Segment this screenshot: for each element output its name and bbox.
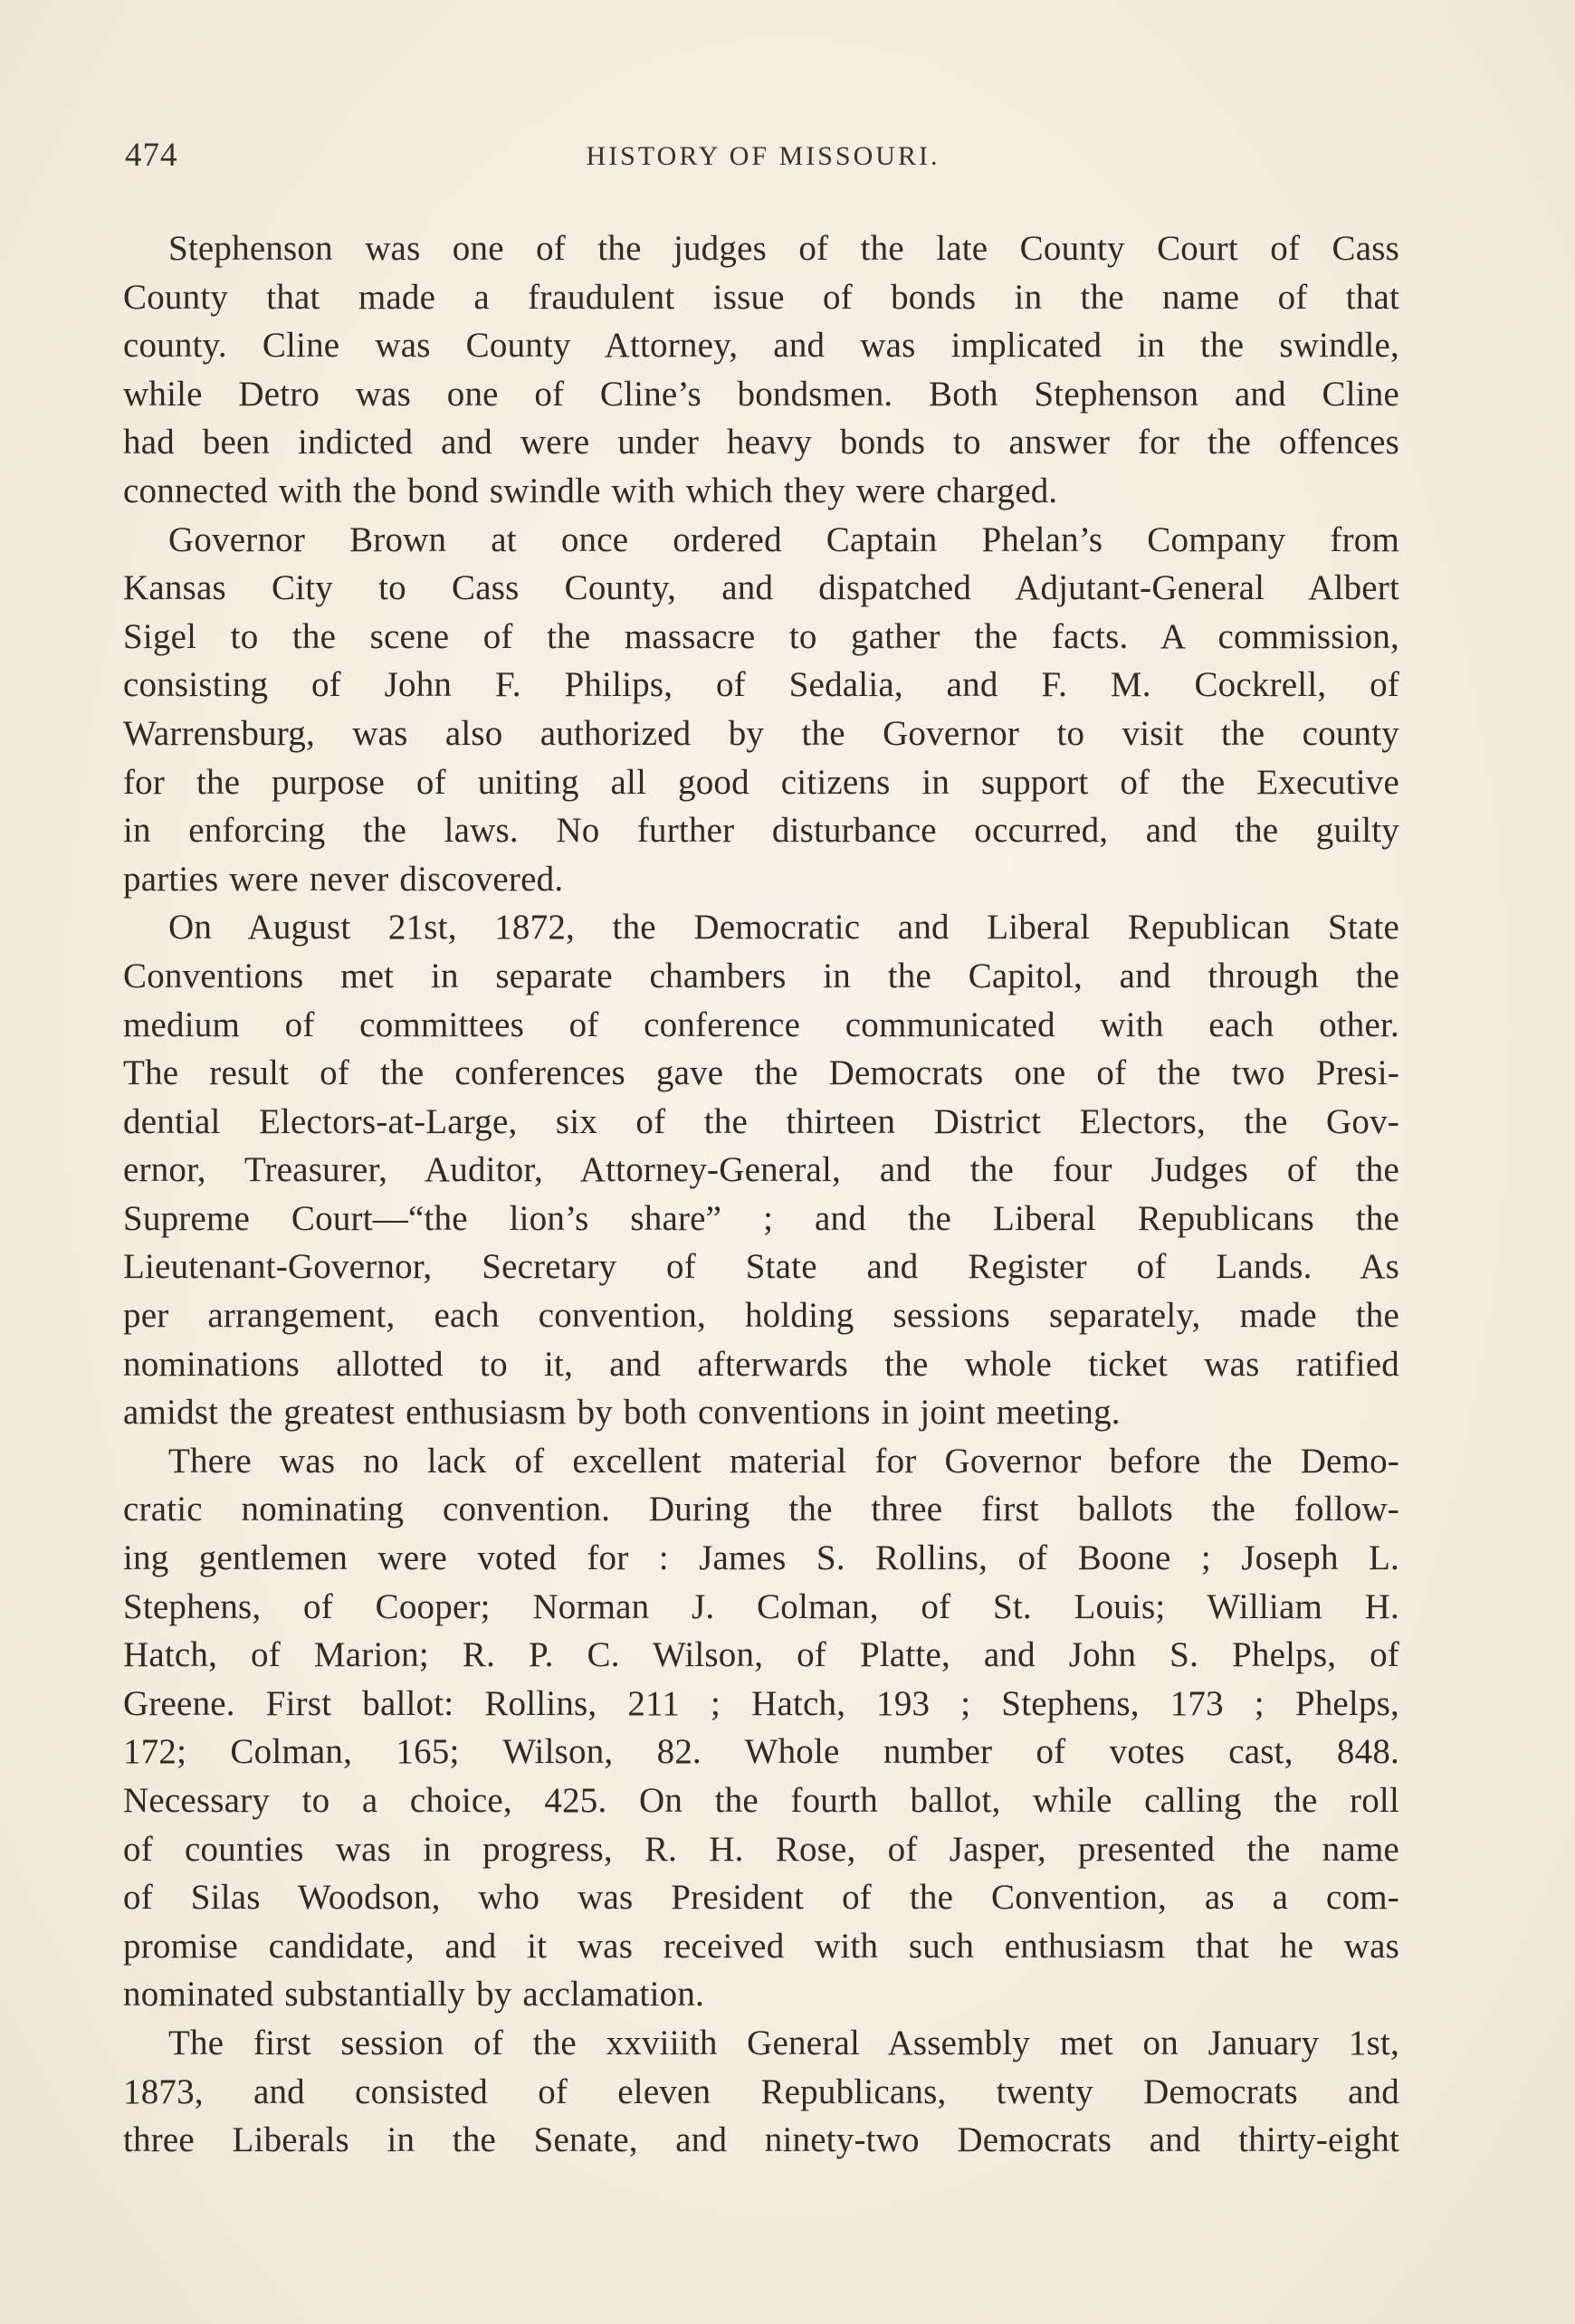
- text-line: 1873, and consisted of eleven Republicans, twenty Democrats and: [123, 2072, 1399, 2111]
- running-head: HISTORY OF MISSOURI.: [586, 141, 940, 171]
- text-line: had been indicted and were under heavy bonds to answer for the offences: [123, 423, 1399, 462]
- text-line: Stephenson was one of the judges of the late County Court of Cass: [168, 229, 1399, 268]
- text-line: per arrangement, each convention, holding sessions separately, made the: [123, 1296, 1399, 1336]
- text-line: Hatch, of Marion; R. P. C. Wilson, of Platte, and John S. Phelps, of: [123, 1635, 1399, 1675]
- text-line: county. Cline was County Attorney, and was implicated in the swindle,: [123, 326, 1399, 366]
- paragraph-stephenson: [123, 224, 1399, 516]
- text-line: The result of the conferences gave the Democrats one of the two Presi-: [123, 1053, 1399, 1093]
- text-line: promise candidate, and it was received with such enthusiasm that he was: [123, 1926, 1399, 1966]
- text-line: Conventions met in separate chambers in the Capitol, and through the: [123, 956, 1399, 995]
- paragraph-august-conventions: [123, 903, 1399, 1437]
- text-line: connected with the bond swindle with which they were charged.: [123, 471, 1058, 510]
- text-line: three Liberals in the Senate, and ninety-two Democrats and thirty-eight: [123, 2120, 1399, 2160]
- text-line: nominations allotted to it, and afterwards the whole ticket was ratified: [123, 1344, 1399, 1384]
- text-line: Lieutenant-Governor, Secretary of State and Register of Lands. As: [123, 1247, 1399, 1287]
- text-line: The first session of the xxviiith General Assembly met on January 1st,: [168, 2023, 1399, 2062]
- text-line: for the purpose of uniting all good citizens in support of the Executive: [123, 762, 1399, 802]
- text-line: Sigel to the scene of the massacre to gather the facts. A commission,: [123, 616, 1399, 656]
- paragraph-governor-brown: [123, 516, 1399, 904]
- text-line: ing gentlemen were voted for : James S. Rollins, of Boone ; Joseph L.: [123, 1538, 1399, 1578]
- text-line: Greene. First ballot: Rollins, 211 ; Hatch, 193 ; Stephens, 173 ; Phelps,: [123, 1683, 1399, 1723]
- text-line: 172; Colman, 165; Wilson, 82. Whole number of votes cast, 848.: [123, 1732, 1399, 1772]
- text-line: consisting of John F. Philips, of Sedalia, and F. M. Cockrell, of: [123, 665, 1399, 705]
- text-line: of Silas Woodson, who was President of the Convention, as a com-: [123, 1878, 1399, 1918]
- text-line: Warrensburg, was also authorized by the Governor to visit the county: [123, 713, 1399, 753]
- text-line: There was no lack of excellent material for Governor before the Demo-: [168, 1441, 1399, 1481]
- text-line: dential Electors-at-Large, six of the thirteen District Electors, the Gov-: [123, 1101, 1399, 1141]
- text-line: of counties was in progress, R. H. Rose, of Jasper, presented the name: [123, 1829, 1399, 1869]
- text-line: medium of committees of conference communicated with each other.: [123, 1005, 1399, 1044]
- text-line: Supreme Court—“the lion’s share” ; and the Liberal Republicans the: [123, 1198, 1399, 1238]
- text-line: County that made a fraudulent issue of bonds in the name of that: [123, 277, 1399, 317]
- text-line: cratic nominating convention. During the three first ballots the follow-: [123, 1490, 1399, 1529]
- text-line: Necessary to a choice, 425. On the fourth ballot, while calling the roll: [123, 1781, 1399, 1820]
- text-line: parties were never discovered.: [123, 859, 564, 899]
- text-line: Kansas City to Cass County, and dispatched Adjutant-General Albert: [123, 568, 1399, 608]
- text-line: Governor Brown at once ordered Captain Phelan’s Company from: [168, 519, 1399, 559]
- text-line: in enforcing the laws. No further disturbance occurred, and the guilty: [123, 811, 1399, 851]
- paragraph-governor-ballots: [123, 1437, 1399, 2019]
- text-line: amidst the greatest enthusiasm by both conventions in joint meeting.: [123, 1393, 1121, 1433]
- page-number: 474: [125, 137, 178, 174]
- text-line: Stephens, of Cooper; Norman J. Colman, of St. Louis; William H.: [123, 1586, 1399, 1626]
- text-line: nominated substantially by acclamation.: [123, 1975, 704, 2014]
- text-line: while Detro was one of Cline’s bondsmen. Both Stephenson and Cline: [123, 374, 1399, 414]
- text-line: On August 21st, 1872, the Democratic and Liberal Republican State: [168, 908, 1399, 948]
- body-text: [123, 224, 1399, 2165]
- text-line: ernor, Treasurer, Auditor, Attorney-General, and the four Judges of the: [123, 1150, 1399, 1190]
- paragraph-general-assembly: [123, 2019, 1399, 2165]
- page-header: [125, 136, 1401, 190]
